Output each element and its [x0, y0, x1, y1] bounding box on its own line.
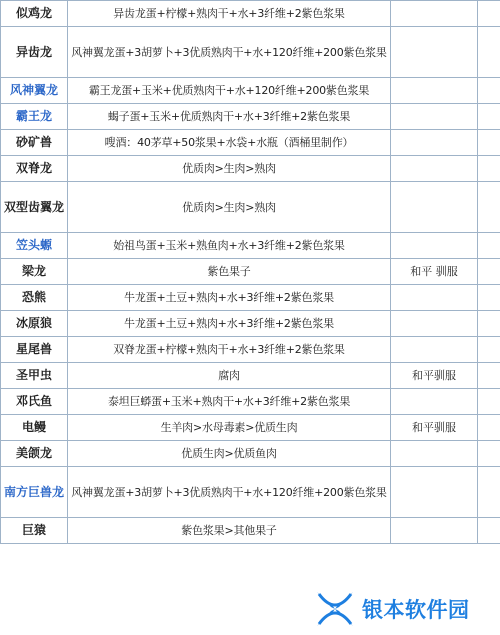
empty-cell: [478, 311, 500, 337]
taming-effect: [391, 182, 478, 233]
empty-cell: [478, 156, 500, 182]
empty-cell: [478, 259, 500, 285]
table-row: [1, 182, 500, 233]
creature-name: 似鸡龙: [1, 1, 68, 27]
taming-recipe: 双脊龙蛋+柠檬+熟肉干+水+3纤维+2紫色浆果: [68, 337, 391, 363]
creature-name-link[interactable]: 南方巨兽龙: [1, 467, 68, 518]
taming-recipe: 牛龙蛋+土豆+熟肉+水+3纤维+2紫色浆果: [68, 285, 391, 311]
taming-effect: [391, 389, 478, 415]
taming-recipe: 腐肉: [68, 363, 391, 389]
taming-effect: [391, 130, 478, 156]
table-row: [1, 337, 500, 363]
table-row: [1, 104, 500, 130]
table-row: [1, 233, 500, 259]
taming-effect: 和平驯服: [391, 415, 478, 441]
table-row: [1, 518, 500, 544]
table-row: [1, 1, 500, 27]
taming-recipe: 优质生肉>优质鱼肉: [68, 441, 391, 467]
empty-cell: [478, 389, 500, 415]
empty-cell: [478, 182, 500, 233]
empty-cell: [478, 104, 500, 130]
creature-name: 恐熊: [1, 285, 68, 311]
creature-name: 梁龙: [1, 259, 68, 285]
taming-effect: 和平驯服: [391, 363, 478, 389]
taming-recipe: 蝎子蛋+玉米+优质熟肉干+水+3纤维+2紫色浆果: [68, 104, 391, 130]
creature-name: 圣甲虫: [1, 363, 68, 389]
empty-cell: [478, 1, 500, 27]
taming-recipe: 优质肉>生肉>熟肉: [68, 182, 391, 233]
taming-effect: [391, 1, 478, 27]
creature-name: 双脊龙: [1, 156, 68, 182]
taming-recipe: 优质肉>生肉>熟肉: [68, 156, 391, 182]
table-row: [1, 285, 500, 311]
taming-effect: 和平 驯服: [391, 259, 478, 285]
taming-recipe: 异齿龙蛋+柠檬+熟肉干+水+3纤维+2紫色浆果: [68, 1, 391, 27]
table-row: [1, 259, 500, 285]
table-row: [1, 415, 500, 441]
creature-name: 星尾兽: [1, 337, 68, 363]
empty-cell: [478, 518, 500, 544]
empty-cell: [478, 337, 500, 363]
x-star-logo-icon: [312, 586, 358, 632]
taming-recipe: 风神翼龙蛋+3胡萝卜+3优质熟肉干+水+120纤维+200紫色浆果: [68, 467, 391, 518]
taming-effect: [391, 518, 478, 544]
empty-cell: [478, 130, 500, 156]
creature-name: 巨猿: [1, 518, 68, 544]
taming-effect: [391, 467, 478, 518]
taming-effect: [391, 441, 478, 467]
empty-cell: [478, 415, 500, 441]
taming-effect: [391, 311, 478, 337]
empty-cell: [478, 78, 500, 104]
empty-cell: [478, 363, 500, 389]
empty-cell: [478, 27, 500, 78]
taming-recipe: 生羊肉>水母毒素>优质生肉: [68, 415, 391, 441]
creature-name: 电鳗: [1, 415, 68, 441]
taming-recipe: 牛龙蛋+土豆+熟肉+水+3纤维+2紫色浆果: [68, 311, 391, 337]
taming-recipe: 紫色果子: [68, 259, 391, 285]
empty-cell: [478, 285, 500, 311]
table-row: [1, 363, 500, 389]
empty-cell: [478, 467, 500, 518]
table-row: [1, 389, 500, 415]
creature-name: 异齿龙: [1, 27, 68, 78]
taming-recipe: 始祖鸟蛋+玉米+熟鱼肉+水+3纤维+2紫色浆果: [68, 233, 391, 259]
empty-cell: [478, 233, 500, 259]
taming-effect: [391, 233, 478, 259]
creature-name-link[interactable]: 风神翼龙: [1, 78, 68, 104]
table-row: [1, 156, 500, 182]
taming-effect: [391, 337, 478, 363]
taming-recipe: 霸王龙蛋+玉米+优质熟肉干+水+120纤维+200紫色浆果: [68, 78, 391, 104]
taming-effect: [391, 27, 478, 78]
taming-recipe: 嗖酒：40茅草+50浆果+水袋+水瓶（酒桶里制作）: [68, 130, 391, 156]
creature-name: 砂矿兽: [1, 130, 68, 156]
watermark-text: 银本软件园: [362, 598, 470, 622]
creature-name: 邓氏鱼: [1, 389, 68, 415]
creature-name: 美颌龙: [1, 441, 68, 467]
table-row: [1, 78, 500, 104]
creature-name: 冰原狼: [1, 311, 68, 337]
creature-name-link[interactable]: 霸王龙: [1, 104, 68, 130]
taming-recipe: 紫色浆果>其他果子: [68, 518, 391, 544]
taming-effect: [391, 104, 478, 130]
creature-name-link[interactable]: 笠头螈: [1, 233, 68, 259]
taming-effect: [391, 156, 478, 182]
table-row: [1, 441, 500, 467]
taming-recipe: 风神翼龙蛋+3胡萝卜+3优质熟肉干+水+120纤维+200紫色浆果: [68, 27, 391, 78]
table-row: [1, 130, 500, 156]
taming-recipe: 泰坦巨蟒蛋+玉米+熟肉干+水+3纤维+2紫色浆果: [68, 389, 391, 415]
site-watermark: [312, 583, 500, 635]
table-row: [1, 311, 500, 337]
table-row: [1, 467, 500, 518]
taming-effect: [391, 285, 478, 311]
taming-effect: [391, 78, 478, 104]
empty-cell: [478, 441, 500, 467]
creature-name: 双型齿翼龙: [1, 182, 68, 233]
table-row: [1, 27, 500, 78]
